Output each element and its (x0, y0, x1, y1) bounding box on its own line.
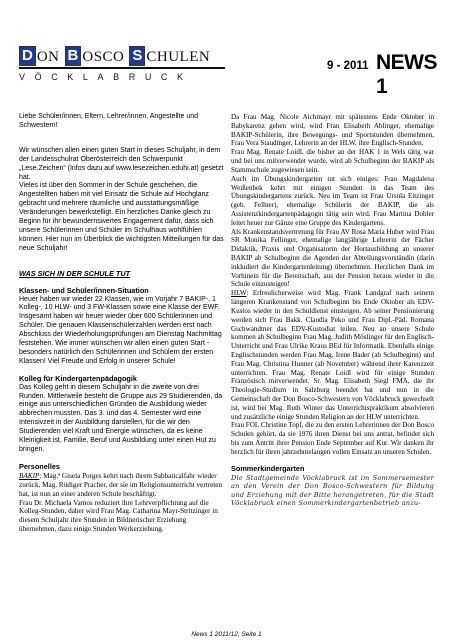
logo-word-on: ON (36, 49, 60, 65)
logo-initial-b: B (65, 46, 82, 66)
logo-initial-d: D (19, 46, 36, 66)
right-paragraph-4: Als Krankenstandsvertretung für Frau AV Rosa Maria Huber wird Frau SR Monika Fellinger, ehemalige langjährige Lehrerin der Fächer Didaktik, Praxis und Organisatorin der Hortausbildung an unserer BAKIP ab Schulbeginn die Agenden der Abteilungsvorständin (darin inkludiert die Kindergartenleitung) übernehmen. Herzlichen Dank im Vorhinein für die Bereitschaft, aus der Pension heraus wieder in die Schule einzusteigen! (231, 227, 434, 289)
issue-date: 9 - 2011 (327, 60, 369, 72)
personelles-heading: Personelles (19, 461, 60, 471)
klassen-text: Heuer haben wir wieder 22 Klassen, wie im Vorjahr 7 BAKIP-, 1 Kolleg-, 10 HLW- und 3 FW-Klassen sowie eine Klasse der EWF. Insgesamt haben wir heuer wieder über 600 Schülerinnen und Schüler. Die genauen Klassenschülerzahlen werden erst nach Abschluss der Wiederholungsprüfungen am Dienstag Nachmittag feststehen. Wie immer wünschen wir allen einen guten Start - besonders natürlich den Schülerinnen und Schülern der ersten Klassen! Viel Freude und Erfolg in unserer Schule! (19, 295, 222, 365)
greeting: Liebe Schüler/innen, Eltern, Lehrer/innen, Angestellte und Schwestern! (19, 113, 199, 129)
hlw-label: HLW (231, 289, 247, 298)
intro-paragraph-2: Vieles ist über den Sommer in der Schule geschehen, die Angestellten haben mit viel Einsatz die Schule auf Hochglanz gebracht und mehrere räumliche und ausstattungsmäßige Veränderungen bewerkstelligt. Ein herzliches Danke gleich zu Beginn für ihr bewundernswertes Engagement dafür, dass sich unsere Schülerinnen und Schüler im Schulhaus wohlfühlen können. Hier nun im Überblick die wichtigsten Mitteilungen für das neue Schuljahr! (19, 182, 224, 252)
kolleg-text: Das Kolleg geht in diesem Schuljahr in die zweite von drei Runden. Mittlerweile besteht die Gruppe aus 29 Studierenden, da einige aus unterschiedlichen Gründen die Ausbildung wieder abbrechen mussten. Das 3. und das 4. Semester wird eine Intensivzeit in der Ausbildung darstellen, für die wir den Studierenden viel Kraft und Energie wünschen, da es keine Kleinigkeit ist, Familie, Beruf und Ausbildung unter einen Hut zu bringen. (19, 383, 223, 453)
logo-word-osco: OSCO (82, 49, 125, 65)
right-paragraph-1: Da Frau Mag. Nicole Aichmayr mit spätestens Ende Oktober in Babykarenz gehen wird, wird Frau Elisabeth Ablinger, ehemalige BAKIP-Schülerin, ihre Bewegungs- und Sportstunden übernehmen, Frau Vera Staudinger, Lehrerin an der HLW, ihre Englisch-Stunden. (231, 113, 434, 148)
right-column (231, 113, 434, 508)
personelles-text-2: Frau Dr. Michaela Vamos reduziert ihre Lehrverpflichtung auf die Kolleg-Stunden, daher wird Frau Mag. Catharina Mayr-Stritzinger in diesem Schuljahr ihre Stunden in Bildnerischer Erziehung übernehmen, dazu einige Stunden Werkerziehung. (19, 498, 218, 534)
left-column (19, 113, 225, 542)
kolleg-heading: Kolleg für Kindergartenpädagogik (19, 373, 137, 383)
logo-wordmark (19, 44, 229, 66)
logo-word-chulen: CHULEN (146, 49, 211, 65)
personelles-text-1 (19, 472, 225, 499)
intro-paragraph-1: Wir wünschen allen einen guten Start in dieses Schuljahr, in dem der Landesschulrat Oberösterreich den Schwerpunkt „Lese.Zeichen“ (Infos dazu auf www.lesezeichen.eduhi.at) gesetzt hat. (19, 146, 224, 181)
logo-initial-s: S (129, 46, 145, 66)
klassen-heading: Klassen- und Schüler/innen-Situation (19, 285, 149, 295)
section-heading: WAS SICH IN DER SCHULE TUT (19, 268, 131, 278)
right-paragraph-6: Frau FOL Christine Topf, die zu den ersten Lehrerinnen der Don Bosco Schulen gehört, da sie 1976 ihren Dienst bei uns antrat, befindet sich bis zum Antritt ihrer Pension Ende September auf Kur. Wir danken ihr herzlich für ihren jahrzehntelangen vollen Einsatz an unseren Schulen. (231, 421, 434, 456)
sommer-heading: Sommerkindergarten (231, 463, 305, 473)
bakip-label: BAKIP (19, 471, 40, 480)
page-footer: News 1 2011/12, Seite 1 (191, 631, 262, 638)
issue-title: NEWS 1 (376, 51, 437, 98)
logo-rule (19, 67, 225, 69)
logo-subtitle: VÖCKLABRUCK (19, 72, 193, 82)
personelles-text-1-body: : Mag.ª Gisela Porges kehrt nach ihrem Sabbaticalfahr wieder zurück, Mag. Rüdiger Pracher, der sie im Religionsunterricht vertreten hat, ist nun an einer anderen Schule beschäftigt. (19, 471, 223, 498)
right-paragraph-3: Auch im Übungskindergarten tut sich einiges: Frau Magdalena Weißenbek kehrt mit einigen Stunden in das Team des Übungskindergartens zurück. Neu im Team ist Frau Ursula Eitzinger (geb. Fellner), ehemalige Schülerin der BAKIP, die als Assistenzkindergartenpädagogin tätig sein wird. Frau Martina Dobler leitet heuer zur Gänze eine Gruppe des Kindergartens. (231, 174, 434, 227)
right-paragraph-2: Frau Mag. Renate Loidl, die bisher an der HAK 1 in Wels tätig war und bei uns mitverwendet wurde, wird ab Schulbeginn der BAKIP als Stammschule zugewiesen sein. (231, 148, 434, 174)
right-paragraph-5 (231, 289, 434, 421)
school-logo (19, 44, 229, 84)
right-paragraph-5-body: : Erfreulicherweise wird Mag. Frank Landgraf nach seinem längeren Krankenstand von Schulbeginn bis Ende Oktober als EDV-Kustos wieder in den Schuldienst einsteigen. Ab seiner Pensionierung werden sich Frau Bakk. Claudia Peko und Frau Dipl.-Päd. Romana Gschwandtner das EDV-Kustodiat teilen. Neu an unsere Schule kommen ab Schulbeginn Frau Mag. Judith Möslinger für den Englisch-Unterricht und Frau Ulrike Kraus BEd für Informatik. Ebenfalls einige Englischstunden werden Frau Mag. Irene Bader (ab Schulbeginn) und Frau Mag. Christina Hunner (ab November) während ihrer Karenzzeit unterrichten. Frau Mag. Renate Loidl wird für einige Stunden Französisch mitverwendet. Sr. Mag. Elisabeth Siegl FMA, die ihr Theologie-Studium in Salzburg beendet hat und nun in die Gemeinschaft der Don Bosco-Schwestern von Vöcklabruck gewechselt ist, wird bei Mag. Ruth Winter das Unterrichtspraktikum absolvieren und zusätzliche einige Stunden Religion an der HLW unterrichten. (231, 289, 434, 421)
sommer-text: Die Stadtgemeinde Vöcklabruck ist im Sommersemester an den Verein der Don Bosco-Schwestern für Bildung und Erziehung mit der Bitte herangetreten, für die Stadt Vöcklabruck einen Sommerkindergartenbetrieb anzu- (231, 473, 434, 508)
